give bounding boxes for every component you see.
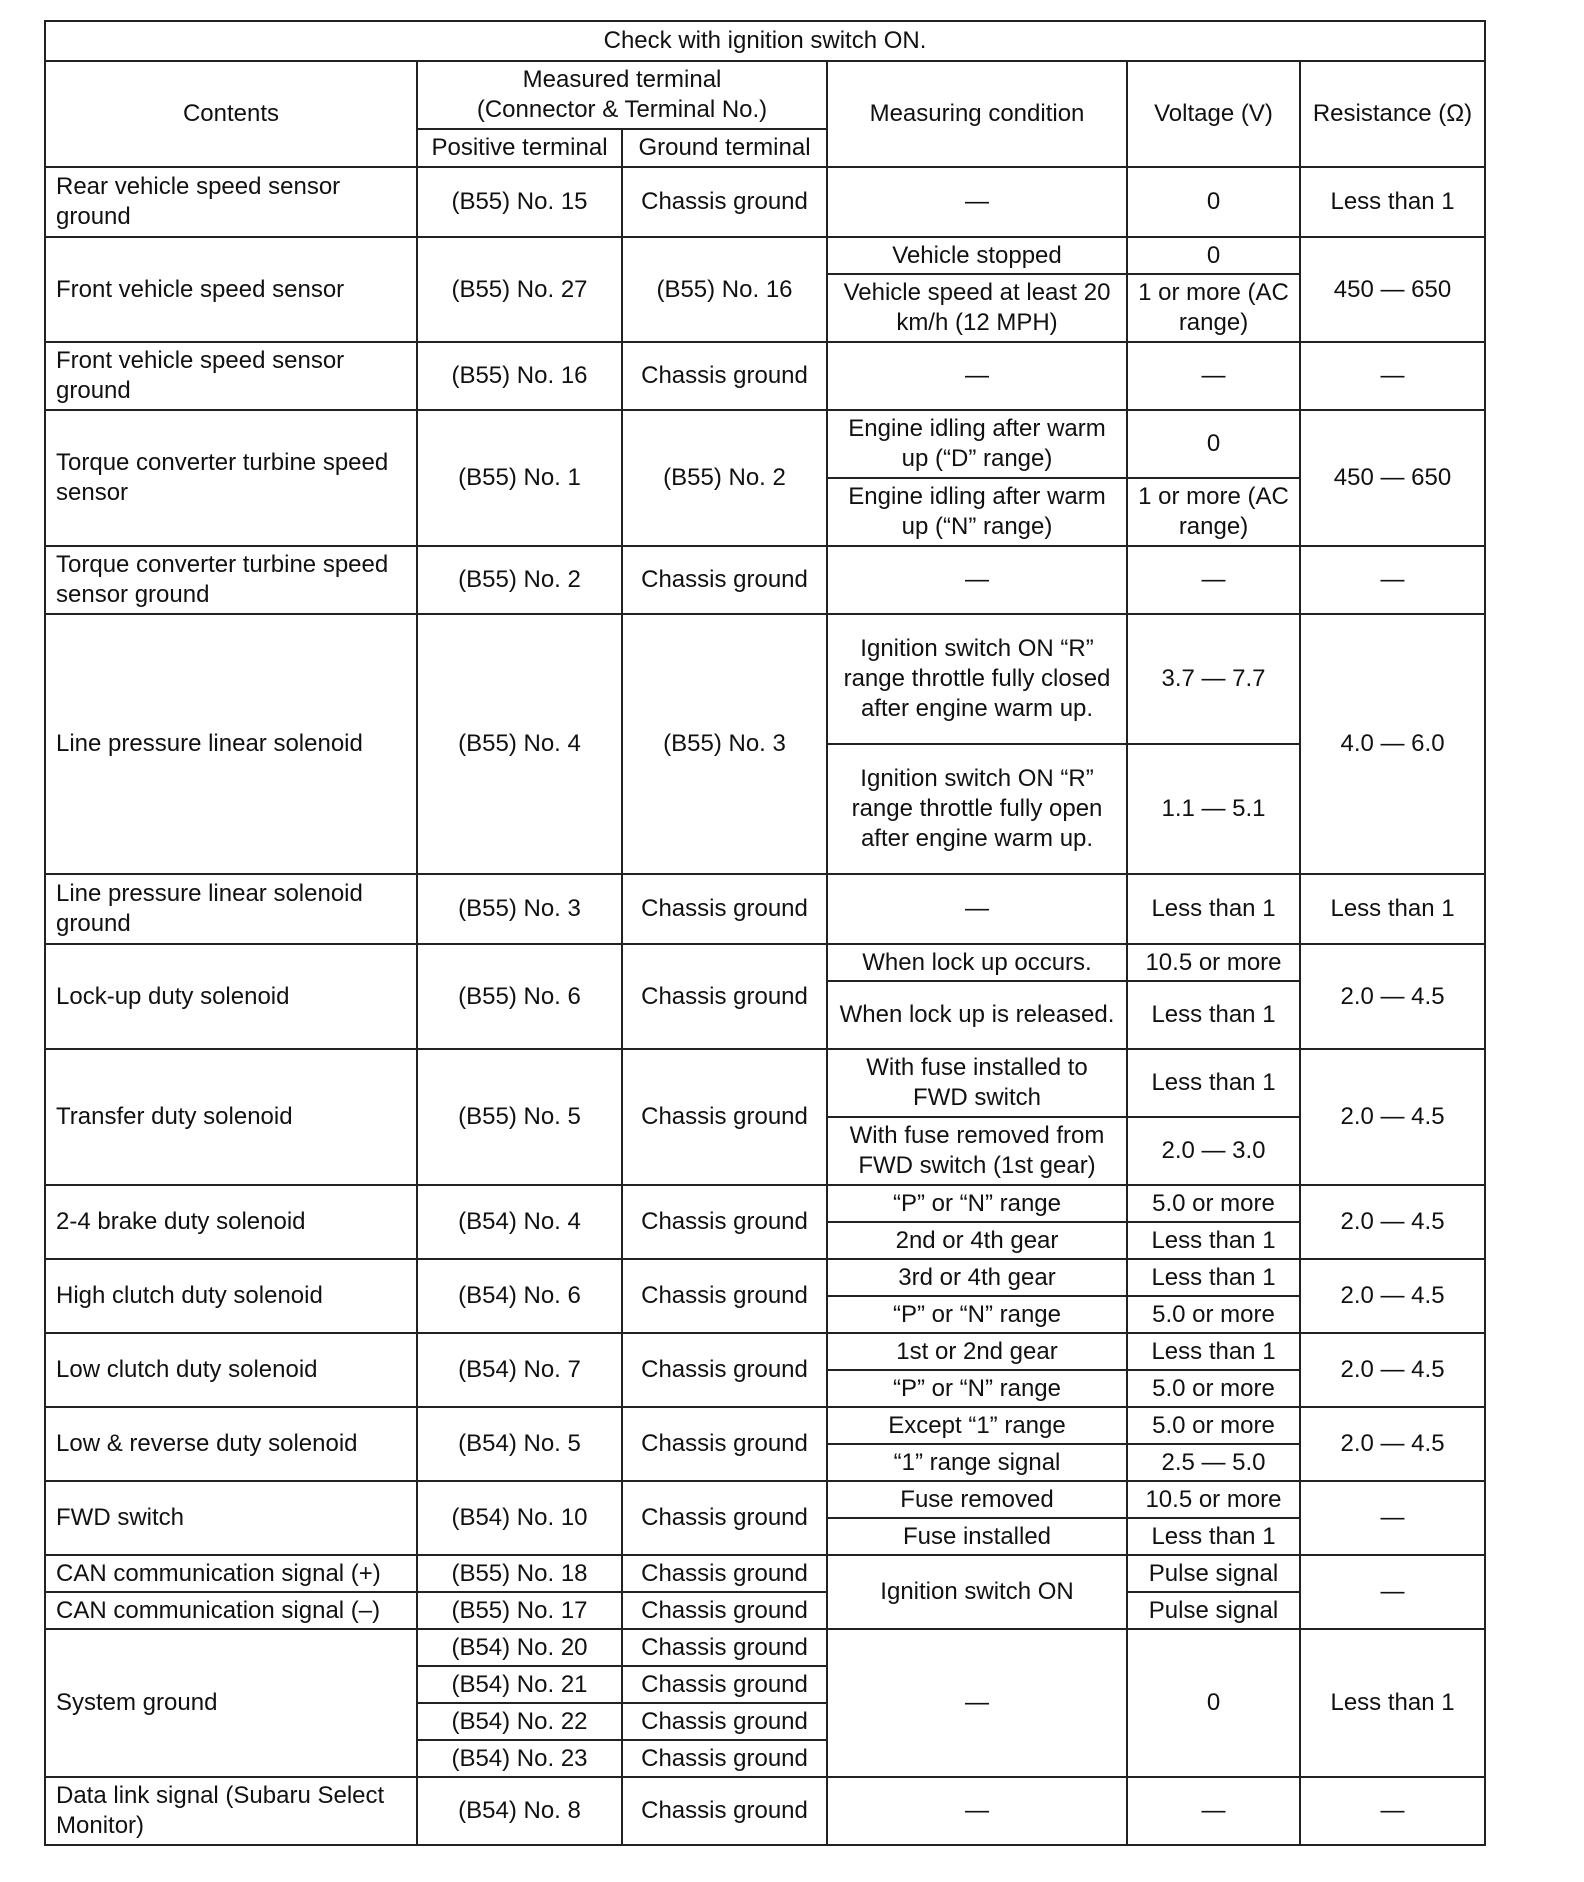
cell-voltage: 5.0 or more <box>1127 1296 1300 1333</box>
cell-voltage: 1 or more (AC range) <box>1127 478 1300 546</box>
cell-ground-terminal: Chassis ground <box>622 167 827 237</box>
cell-voltage: 5.0 or more <box>1127 1185 1300 1222</box>
cell-condition: Ignition switch ON <box>827 1555 1127 1629</box>
cell-ground-terminal: Chassis ground <box>622 1481 827 1555</box>
table-row <box>45 1555 1485 1592</box>
cell-positive-terminal: (B54) No. 22 <box>417 1703 622 1740</box>
cell-ground-terminal: Chassis ground <box>622 1740 827 1777</box>
cell-positive-terminal: (B55) No. 3 <box>417 874 622 944</box>
cell-resistance: — <box>1300 1777 1485 1845</box>
cell-voltage: Less than 1 <box>1127 1222 1300 1259</box>
cell-positive-terminal: (B55) No. 17 <box>417 1592 622 1629</box>
header-voltage: Voltage (V) <box>1127 61 1300 167</box>
cell-positive-terminal: (B55) No. 4 <box>417 614 622 874</box>
cell-resistance: 4.0 — 6.0 <box>1300 614 1485 874</box>
header-resistance: Resistance (Ω) <box>1300 61 1485 167</box>
cell-ground-terminal: (B55) No. 2 <box>622 410 827 546</box>
table-row <box>45 1407 1485 1444</box>
cell-contents: Low clutch duty solenoid <box>45 1333 417 1407</box>
cell-contents: High clutch duty solenoid <box>45 1259 417 1333</box>
header-positive-terminal: Positive terminal <box>417 129 622 167</box>
cell-condition: Vehicle stopped <box>827 237 1127 274</box>
header-contents: Contents <box>45 61 417 167</box>
cell-resistance: 2.0 — 4.5 <box>1300 1407 1485 1481</box>
cell-positive-terminal: (B54) No. 7 <box>417 1333 622 1407</box>
cell-ground-terminal: Chassis ground <box>622 1259 827 1333</box>
cell-voltage: Pulse signal <box>1127 1592 1300 1629</box>
cell-voltage: 0 <box>1127 410 1300 478</box>
cell-contents: Lock-up duty solenoid <box>45 944 417 1049</box>
cell-condition: — <box>827 874 1127 944</box>
cell-condition: When lock up is released. <box>827 981 1127 1049</box>
cell-ground-terminal: Chassis ground <box>622 546 827 614</box>
cell-voltage: 0 <box>1127 167 1300 237</box>
cell-positive-terminal: (B54) No. 10 <box>417 1481 622 1555</box>
cell-condition: — <box>827 1629 1127 1777</box>
cell-positive-terminal: (B54) No. 5 <box>417 1407 622 1481</box>
cell-contents: Line pressure linear solenoid <box>45 614 417 874</box>
cell-contents: Torque converter turbine speed sensor ground <box>45 546 417 614</box>
cell-resistance: 2.0 — 4.5 <box>1300 1049 1485 1185</box>
cell-voltage: 3.7 — 7.7 <box>1127 614 1300 744</box>
cell-contents: Transfer duty solenoid <box>45 1049 417 1185</box>
cell-condition: — <box>827 1777 1127 1845</box>
cell-voltage: 5.0 or more <box>1127 1370 1300 1407</box>
cell-positive-terminal: (B54) No. 4 <box>417 1185 622 1259</box>
table-row <box>45 874 1485 944</box>
cell-voltage: 1.1 — 5.1 <box>1127 744 1300 874</box>
cell-positive-terminal: (B55) No. 1 <box>417 410 622 546</box>
header-measured-terminal-sub: (Connector & Terminal No.) <box>476 96 768 123</box>
table-row <box>45 614 1485 744</box>
cell-resistance: — <box>1300 1555 1485 1629</box>
cell-condition: 1st or 2nd gear <box>827 1333 1127 1370</box>
cell-condition: “P” or “N” range <box>827 1370 1127 1407</box>
table-row <box>45 1481 1485 1518</box>
cell-condition: 3rd or 4th gear <box>827 1259 1127 1296</box>
cell-resistance: Less than 1 <box>1300 167 1485 237</box>
table-row <box>45 1049 1485 1117</box>
cell-voltage: Less than 1 <box>1127 1259 1300 1296</box>
cell-resistance: Less than 1 <box>1300 874 1485 944</box>
cell-contents: Line pressure linear solenoid ground <box>45 874 417 944</box>
cell-voltage: 5.0 or more <box>1127 1407 1300 1444</box>
header-ground-terminal: Ground terminal <box>622 129 827 167</box>
cell-contents: FWD switch <box>45 1481 417 1555</box>
cell-ground-terminal: Chassis ground <box>622 1777 827 1845</box>
cell-contents: Front vehicle speed sensor <box>45 237 417 342</box>
cell-positive-terminal: (B55) No. 2 <box>417 546 622 614</box>
table-title: Check with ignition switch ON. <box>45 21 1485 61</box>
cell-condition: — <box>827 342 1127 410</box>
table-row <box>45 546 1485 614</box>
cell-contents: CAN communication signal (+) <box>45 1555 417 1592</box>
cell-contents: 2-4 brake duty solenoid <box>45 1185 417 1259</box>
cell-condition: When lock up occurs. <box>827 944 1127 981</box>
cell-ground-terminal: Chassis ground <box>622 1333 827 1407</box>
cell-voltage: Less than 1 <box>1127 1049 1300 1117</box>
cell-ground-terminal: Chassis ground <box>622 1407 827 1481</box>
cell-condition: Fuse removed <box>827 1481 1127 1518</box>
table-row <box>45 1777 1485 1845</box>
cell-resistance: Less than 1 <box>1300 1629 1485 1777</box>
cell-condition: Vehicle speed at least 20 km/h (12 MPH) <box>827 274 1127 342</box>
cell-positive-terminal: (B54) No. 6 <box>417 1259 622 1333</box>
cell-positive-terminal: (B54) No. 23 <box>417 1740 622 1777</box>
cell-positive-terminal: (B55) No. 5 <box>417 1049 622 1185</box>
table-row <box>45 1333 1485 1370</box>
cell-contents: System ground <box>45 1629 417 1777</box>
cell-voltage: 10.5 or more <box>1127 944 1300 981</box>
cell-condition: — <box>827 546 1127 614</box>
cell-positive-terminal: (B55) No. 18 <box>417 1555 622 1592</box>
table-row <box>45 410 1485 478</box>
cell-resistance: 2.0 — 4.5 <box>1300 1185 1485 1259</box>
table-row <box>45 1592 1485 1629</box>
cell-ground-terminal: Chassis ground <box>622 874 827 944</box>
cell-resistance: 450 — 650 <box>1300 237 1485 342</box>
cell-voltage: Less than 1 <box>1127 1518 1300 1555</box>
cell-condition: “P” or “N” range <box>827 1185 1127 1222</box>
cell-voltage: 0 <box>1127 237 1300 274</box>
cell-resistance: 450 — 650 <box>1300 410 1485 546</box>
cell-ground-terminal: Chassis ground <box>622 1666 827 1703</box>
cell-ground-terminal: Chassis ground <box>622 1592 827 1629</box>
table-row <box>45 1629 1485 1666</box>
cell-voltage: Less than 1 <box>1127 874 1300 944</box>
header-measured-terminal <box>417 61 827 129</box>
cell-voltage: — <box>1127 546 1300 614</box>
cell-resistance: 2.0 — 4.5 <box>1300 944 1485 1049</box>
cell-voltage: — <box>1127 342 1300 410</box>
cell-positive-terminal: (B55) No. 6 <box>417 944 622 1049</box>
table-row <box>45 167 1485 237</box>
cell-contents: Torque converter turbine speed sensor <box>45 410 417 546</box>
terminal-inspection-table <box>44 20 1486 1846</box>
cell-ground-terminal: Chassis ground <box>622 1555 827 1592</box>
cell-condition: Engine idling after warm up (“N” range) <box>827 478 1127 546</box>
cell-condition: Ignition switch ON “R” range throttle fully closed after engine warm up. <box>827 614 1127 744</box>
cell-resistance: 2.0 — 4.5 <box>1300 1333 1485 1407</box>
cell-voltage: Less than 1 <box>1127 1333 1300 1370</box>
table-row <box>45 1259 1485 1296</box>
cell-condition: Engine idling after warm up (“D” range) <box>827 410 1127 478</box>
cell-ground-terminal: Chassis ground <box>622 1629 827 1666</box>
cell-condition: “1” range signal <box>827 1444 1127 1481</box>
cell-condition: Ignition switch ON “R” range throttle fully open after engine warm up. <box>827 744 1127 874</box>
cell-condition: With fuse installed to FWD switch <box>827 1049 1127 1117</box>
cell-contents: Data link signal (Subaru Select Monitor) <box>45 1777 417 1845</box>
cell-condition: Except “1” range <box>827 1407 1127 1444</box>
cell-positive-terminal: (B54) No. 20 <box>417 1629 622 1666</box>
inspection-table-sheet <box>44 20 1484 1840</box>
cell-contents: CAN communication signal (–) <box>45 1592 417 1629</box>
table-row <box>45 1185 1485 1222</box>
cell-positive-terminal: (B54) No. 21 <box>417 1666 622 1703</box>
cell-ground-terminal: Chassis ground <box>622 342 827 410</box>
cell-positive-terminal: (B54) No. 8 <box>417 1777 622 1845</box>
cell-condition: 2nd or 4th gear <box>827 1222 1127 1259</box>
cell-positive-terminal: (B55) No. 16 <box>417 342 622 410</box>
cell-contents: Rear vehicle speed sensor ground <box>45 167 417 237</box>
table-row <box>45 944 1485 981</box>
cell-voltage: Less than 1 <box>1127 981 1300 1049</box>
cell-resistance: — <box>1300 342 1485 410</box>
cell-contents: Front vehicle speed sensor ground <box>45 342 417 410</box>
cell-condition: With fuse removed from FWD switch (1st gear) <box>827 1117 1127 1185</box>
cell-positive-terminal: (B55) No. 15 <box>417 167 622 237</box>
cell-contents: Low & reverse duty solenoid <box>45 1407 417 1481</box>
cell-voltage: 2.0 — 3.0 <box>1127 1117 1300 1185</box>
cell-resistance: — <box>1300 1481 1485 1555</box>
cell-voltage: 1 or more (AC range) <box>1127 274 1300 342</box>
cell-ground-terminal: Chassis ground <box>622 1703 827 1740</box>
cell-ground-terminal: Chassis ground <box>622 944 827 1049</box>
cell-voltage: 0 <box>1127 1629 1300 1777</box>
table-row <box>45 237 1485 274</box>
cell-ground-terminal: (B55) No. 16 <box>622 237 827 342</box>
cell-ground-terminal: (B55) No. 3 <box>622 614 827 874</box>
cell-voltage: 2.5 — 5.0 <box>1127 1444 1300 1481</box>
header-measured-terminal-label: Measured terminal <box>522 66 722 93</box>
cell-voltage: — <box>1127 1777 1300 1845</box>
cell-resistance: 2.0 — 4.5 <box>1300 1259 1485 1333</box>
cell-ground-terminal: Chassis ground <box>622 1185 827 1259</box>
cell-ground-terminal: Chassis ground <box>622 1049 827 1185</box>
cell-condition: Fuse installed <box>827 1518 1127 1555</box>
table-row <box>45 342 1485 410</box>
cell-voltage: 10.5 or more <box>1127 1481 1300 1518</box>
cell-resistance: — <box>1300 546 1485 614</box>
cell-positive-terminal: (B55) No. 27 <box>417 237 622 342</box>
cell-condition: — <box>827 167 1127 237</box>
cell-voltage: Pulse signal <box>1127 1555 1300 1592</box>
cell-condition: “P” or “N” range <box>827 1296 1127 1333</box>
header-measuring-condition: Measuring condition <box>827 61 1127 167</box>
